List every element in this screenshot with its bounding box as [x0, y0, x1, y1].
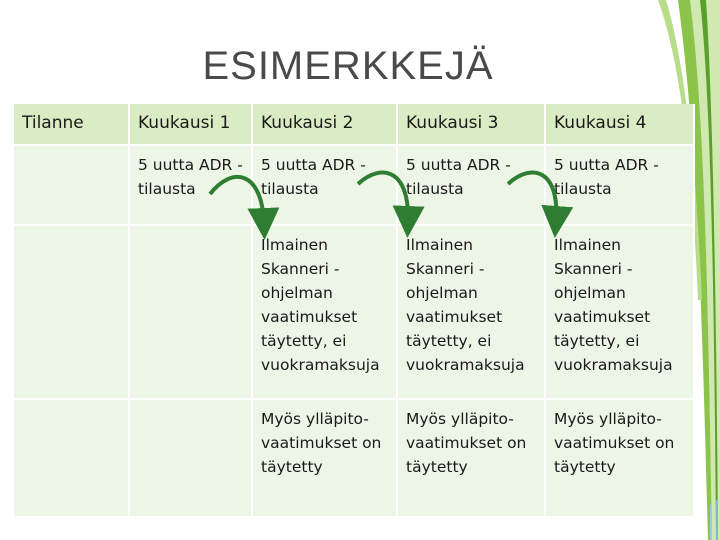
header-cell-month-2: Kuukausi 2 [252, 104, 397, 145]
table-cell [14, 399, 129, 517]
table-row [14, 225, 694, 399]
header-cell-month-4: Kuukausi 4 [545, 104, 694, 145]
table-cell: Myös ylläpito-vaatimukset on täytetty [397, 399, 545, 517]
table-cell [129, 225, 252, 399]
table-cell: 5 uutta ADR - tilausta [252, 145, 397, 225]
comparison-table [14, 104, 695, 518]
table-row [14, 399, 694, 517]
table-cell [14, 225, 129, 399]
table-cell: Ilmainen Skanneri - ohjelman vaatimukset täytetty, ei vuokramaksuja [545, 225, 694, 399]
table-cell: 5 uutta ADR - tilausta [397, 145, 545, 225]
table-cell: Ilmainen Skanneri - ohjelman vaatimukset täytetty, ei vuokramaksuja [252, 225, 397, 399]
table-header-row [14, 104, 694, 145]
table-cell: Myös ylläpito-vaatimukset on täytetty [545, 399, 694, 517]
table-cell: Ilmainen Skanneri - ohjelman vaatimukset täytetty, ei vuokramaksuja [397, 225, 545, 399]
header-cell-month-1: Kuukausi 1 [129, 104, 252, 145]
table-cell: 5 uutta ADR - tilausta [545, 145, 694, 225]
table-row [14, 145, 694, 225]
table-cell [14, 145, 129, 225]
table-cell [129, 399, 252, 517]
table-cell: Myös ylläpito-vaatimukset on täytetty [252, 399, 397, 517]
table-cell: 5 uutta ADR -tilausta [129, 145, 252, 225]
header-cell-situation: Tilanne [14, 104, 129, 145]
slide-title: ESIMERKKEJÄ [202, 44, 494, 88]
header-cell-month-3: Kuukausi 3 [397, 104, 545, 145]
